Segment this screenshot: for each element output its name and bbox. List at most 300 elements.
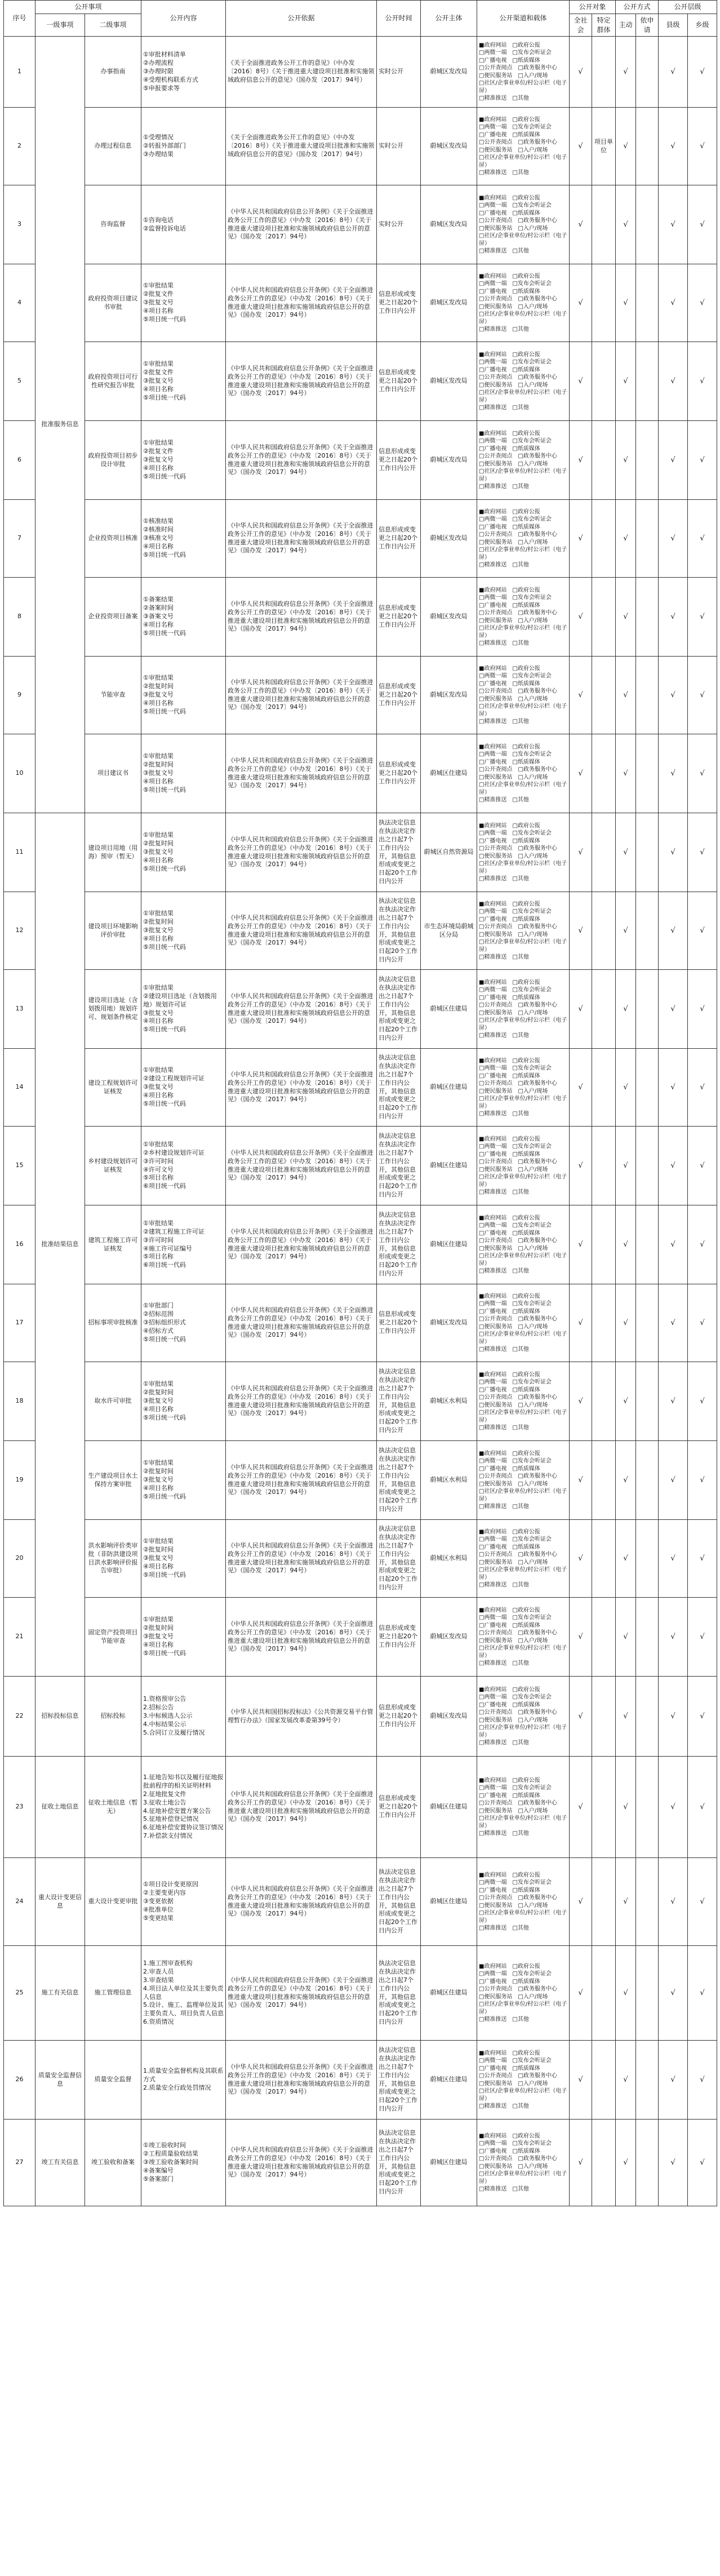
cell-channel: ■政府网站 □政府公报 □两微一端 □发布会听证会 □广播电视 □纸质媒体 □公开查阅点 □政务服务中心 □便民服务站 □入户/现场 □社区/企事业单位/村公示栏（电子屏） □精准推送 □其他 xyxy=(477,1757,570,1858)
cell-seq: 17 xyxy=(4,1284,35,1362)
cell-level-township: √ xyxy=(688,1520,717,1598)
cell-seq: 7 xyxy=(4,500,35,578)
cell-level-township: √ xyxy=(688,1858,717,1946)
cell-time: 执法决定信息在执法决定作出之日起7个工作日内公开，其他信息形成或变更之日起20个工作日内公开 xyxy=(377,2120,421,2206)
header-seq: 序号 xyxy=(4,1,35,37)
cell-level-county: √ xyxy=(659,1598,688,1677)
cell-level2: 洪水影响评价类审批（非防洪建设项目洪水影响评价报告审批） xyxy=(85,1520,141,1598)
cell-level-township: √ xyxy=(688,185,717,264)
cell-subject: 蔚城区住建局 xyxy=(421,2120,477,2206)
cell-basis: 《中华人民共和国政府信息公开条例》《关于全面推进政务公开工作的意见》（中办发〔2016〕8号）《关于推进重大建设项目批准和实施领域政府信息公开的意见》（国办发〔2017〕94号） xyxy=(226,578,377,657)
cell-subject: 蔚城区发改局 xyxy=(421,1284,477,1362)
cell-target-specific xyxy=(592,578,616,657)
cell-level-township: √ xyxy=(688,1362,717,1441)
cell-level2: 项目建议书 xyxy=(85,734,141,813)
cell-seq: 1 xyxy=(4,37,35,108)
cell-channel: ■政府网站 □政府公报 □两微一端 □发布会听证会 □广播电视 □纸质媒体 □公开查阅点 □政务服务中心 □便民服务站 □入户/现场 □社区/企事业单位/村公示栏（电子屏） □精准推送 □其他 xyxy=(477,1946,570,2041)
cell-level2: 乡村建设规划许可证核发 xyxy=(85,1127,141,1205)
cell-target-specific xyxy=(592,1946,616,2041)
cell-subject: 蔚城区发改局 xyxy=(421,421,477,500)
cell-level-township: √ xyxy=(688,1946,717,2041)
cell-target-all: √ xyxy=(570,1441,592,1520)
table-row xyxy=(4,264,717,342)
cell-method-request xyxy=(636,1677,659,1757)
cell-basis: 《中华人民共和国政府信息公开条例》《关于全面推进政务公开工作的意见》（中办发〔2016〕8号）《关于推进重大建设项目批准和实施领域政府信息公开的意见》（国办发〔2017〕94号） xyxy=(226,1049,377,1127)
cell-content: ①审批结果 ②批复文件 ③批复文号 ④项目名称 ⑤项目统一代码 xyxy=(141,421,226,500)
cell-seq: 21 xyxy=(4,1598,35,1677)
cell-level-township: √ xyxy=(688,1284,717,1362)
cell-method-request xyxy=(636,2041,659,2120)
header-method-request: 依申请 xyxy=(636,14,659,37)
cell-subject: 蔚城区住建局 xyxy=(421,1757,477,1858)
cell-target-specific xyxy=(592,342,616,421)
cell-basis: 《关于全面推进政务公开工作的意见》（中办发〔2016〕8号）《关于推进重大建设项目批准和实施领域政府信息公开的意见》（国办发〔2017〕94号） xyxy=(226,37,377,108)
cell-level2: 建设项目环境影响评价审批 xyxy=(85,892,141,970)
cell-channel: ■政府网站 □政府公报 □两微一端 □发布会听证会 □广播电视 □纸质媒体 □公开查阅点 □政务服务中心 □便民服务站 □入户/现场 □社区/企事业单位/村公示栏（电子屏） □精准推送 □其他 xyxy=(477,1049,570,1127)
cell-subject: 蔚城区发改局 xyxy=(421,500,477,578)
cell-target-specific xyxy=(592,892,616,970)
cell-method-active: √ xyxy=(616,2120,636,2206)
cell-seq: 12 xyxy=(4,892,35,970)
cell-channel: ■政府网站 □政府公报 □两微一端 □发布会听证会 □广播电视 □纸质媒体 □公开查阅点 □政务服务中心 □便民服务站 □入户/现场 □社区/企事业单位/村公示栏（电子屏） □精准推送 □其他 xyxy=(477,2041,570,2120)
cell-method-active: √ xyxy=(616,1127,636,1205)
cell-time: 信息形成或变更之日起20个工作日内公开 xyxy=(377,342,421,421)
cell-subject: 蔚城区发改局 xyxy=(421,264,477,342)
cell-method-request xyxy=(636,813,659,892)
cell-basis: 《中华人民共和国政府信息公开条例》《关于全面推进政务公开工作的意见》（中办发〔2016〕8号）《关于推进重大建设项目批准和实施领域政府信息公开的意见》（国办发〔2017〕94号） xyxy=(226,1946,377,2041)
cell-basis: 《中华人民共和国政府信息公开条例》《关于全面推进政务公开工作的意见》（中办发〔2016〕8号）《关于推进重大建设项目批准和实施领域政府信息公开的意见》（国办发〔2017〕94号） xyxy=(226,970,377,1049)
cell-subject: 蔚城区水利局 xyxy=(421,1520,477,1598)
cell-subject: 蔚城区住建局 xyxy=(421,970,477,1049)
table-row xyxy=(4,342,717,421)
cell-content: ①项目设计变更原因 ②主要变更内容 ③变更依据 ④批准单位 ⑤变更结果 xyxy=(141,1858,226,1946)
cell-method-active: √ xyxy=(616,421,636,500)
table-row xyxy=(4,1757,717,1858)
cell-level-township: √ xyxy=(688,1677,717,1757)
cell-method-active: √ xyxy=(616,892,636,970)
cell-basis: 《关于全面推进政务公开工作的意见》（中办发〔2016〕8号）《关于推进重大建设项目批准和实施领域政府信息公开的意见》（国办发〔2017〕94号） xyxy=(226,108,377,185)
table-row xyxy=(4,1049,717,1127)
cell-subject: 蔚城区住建局 xyxy=(421,1049,477,1127)
cell-level-township: √ xyxy=(688,970,717,1049)
cell-seq: 16 xyxy=(4,1205,35,1284)
cell-method-active: √ xyxy=(616,1858,636,1946)
cell-method-request xyxy=(636,37,659,108)
cell-seq: 9 xyxy=(4,657,35,734)
cell-content: ①竣工验收时间 ②工程质量验收结果 ③竣工验收备案时间 ④备案编号 ⑤备案部门 xyxy=(141,2120,226,2206)
cell-channel: ■政府网站 □政府公报 □两微一端 □发布会听证会 □广播电视 □纸质媒体 □公开查阅点 □政务服务中心 □便民服务站 □入户/现场 □社区/企事业单位/村公示栏（电子屏） □精准推送 □其他 xyxy=(477,1858,570,1946)
cell-channel: ■政府网站 □政府公报 □两微一端 □发布会听证会 □广播电视 □纸质媒体 □公开查阅点 □政务服务中心 □便民服务站 □入户/现场 □社区/企事业单位/村公示栏（电子屏） □精准推送 □其他 xyxy=(477,264,570,342)
cell-target-specific xyxy=(592,1441,616,1520)
cell-level-county: √ xyxy=(659,37,688,108)
cell-basis: 《中华人民共和国招标投标法》《公共资源交易平台管理暂行办法》（国家发展改革委第39号令） xyxy=(226,1677,377,1757)
table-row xyxy=(4,970,717,1049)
cell-method-request xyxy=(636,1049,659,1127)
cell-method-request xyxy=(636,185,659,264)
cell-level-township: √ xyxy=(688,108,717,185)
cell-time: 信息形成或变更之日起20个工作日内公开 xyxy=(377,657,421,734)
cell-subject: 蔚城区发改局 xyxy=(421,185,477,264)
cell-subject: 蔚城区发改局 xyxy=(421,108,477,185)
cell-seq: 26 xyxy=(4,2041,35,2120)
cell-level2: 生产建设项目水土保持方案审批 xyxy=(85,1441,141,1520)
table-row xyxy=(4,734,717,813)
table-row xyxy=(4,1858,717,1946)
cell-time: 实时公开 xyxy=(377,108,421,185)
cell-basis: 《中华人民共和国政府信息公开条例》《关于全面推进政务公开工作的意见》（中办发〔2016〕8号）《关于推进重大建设项目批准和实施领域政府信息公开的意见》（国办发〔2017〕94号） xyxy=(226,2041,377,2120)
cell-target-specific xyxy=(592,1858,616,1946)
header-method-active: 主动 xyxy=(616,14,636,37)
cell-content: ①审批结果 ②批复文件 ③批复文号 ④项目名称 ⑤项目统一代码 xyxy=(141,264,226,342)
cell-seq: 24 xyxy=(4,1858,35,1946)
cell-method-active: √ xyxy=(616,37,636,108)
cell-method-request xyxy=(636,1520,659,1598)
cell-level2: 建筑工程施工许可证核发 xyxy=(85,1205,141,1284)
cell-method-request xyxy=(636,1284,659,1362)
cell-subject: 蔚城区住建局 xyxy=(421,1946,477,2041)
cell-level2: 办事指南 xyxy=(85,37,141,108)
cell-method-request xyxy=(636,578,659,657)
cell-target-specific xyxy=(592,1127,616,1205)
cell-target-specific xyxy=(592,1520,616,1598)
cell-time: 执法决定信息在执法决定作出之日起7个工作日内公开，其他信息形成或变更之日起20个工作日内公开 xyxy=(377,1205,421,1284)
cell-target-specific xyxy=(592,264,616,342)
cell-level1: 竣工有关信息 xyxy=(35,2120,85,2206)
cell-method-active: √ xyxy=(616,813,636,892)
cell-basis: 《中华人民共和国政府信息公开条例》《关于全面推进政务公开工作的意见》（中办发〔2016〕8号）《关于推进重大建设项目批准和实施领域政府信息公开的意见》（国办发〔2017〕94号） xyxy=(226,500,377,578)
cell-target-all: √ xyxy=(570,1598,592,1677)
cell-level-township: √ xyxy=(688,1049,717,1127)
cell-level2: 施工管理信息 xyxy=(85,1946,141,2041)
cell-method-active: √ xyxy=(616,1598,636,1677)
cell-basis: 《中华人民共和国政府信息公开条例》《关于全面推进政务公开工作的意见》（中办发〔2016〕8号）《关于推进重大建设项目批准和实施领域政府信息公开的意见》（国办发〔2017〕94号） xyxy=(226,1598,377,1677)
cell-subject: 蔚城区住建局 xyxy=(421,734,477,813)
cell-method-request xyxy=(636,1757,659,1858)
cell-level-county: √ xyxy=(659,2041,688,2120)
cell-content: ①核准结果 ②核准时间 ③核准文号 ④项目名称 ⑤项目统一代码 xyxy=(141,500,226,578)
cell-level-county: √ xyxy=(659,813,688,892)
table-row xyxy=(4,1520,717,1598)
header-target-specific: 特定群体 xyxy=(592,14,616,37)
cell-method-active: √ xyxy=(616,108,636,185)
cell-level-township: √ xyxy=(688,813,717,892)
cell-target-specific: 项目单位 xyxy=(592,108,616,185)
cell-method-active: √ xyxy=(616,1520,636,1598)
cell-level1: 质量安全监督信息 xyxy=(35,2041,85,2120)
cell-seq: 27 xyxy=(4,2120,35,2206)
cell-channel: ■政府网站 □政府公报 □两微一端 □发布会听证会 □广播电视 □纸质媒体 □公开查阅点 □政务服务中心 □便民服务站 □入户/现场 □社区/企事业单位/村公示栏（电子屏） □精准推送 □其他 xyxy=(477,1598,570,1677)
cell-content: ①审批结果 ②批复时间 ③批复文号 ④项目名称 ⑤项目统一代码 xyxy=(141,1362,226,1441)
table-row xyxy=(4,1677,717,1757)
cell-content: ①审批结果 ②批复时间 ③批复文号 ④项目名称 ⑤项目统一代码 xyxy=(141,1520,226,1598)
table-row xyxy=(4,1441,717,1520)
cell-level2: 政府投资项目初步设计审批 xyxy=(85,421,141,500)
cell-method-active: √ xyxy=(616,342,636,421)
cell-level-county: √ xyxy=(659,1362,688,1441)
cell-target-specific xyxy=(592,1049,616,1127)
cell-level-county: √ xyxy=(659,2120,688,2206)
cell-time: 实时公开 xyxy=(377,37,421,108)
cell-content: ①审批结果 ②批复时间 ③批复文号 ④项目名称 ⑤项目统一代码 xyxy=(141,892,226,970)
cell-level-county: √ xyxy=(659,970,688,1049)
cell-basis: 《中华人民共和国政府信息公开条例》《关于全面推进政务公开工作的意见》（中办发〔2016〕8号）《关于推进重大建设项目批准和实施领域政府信息公开的意见》（国办发〔2017〕94号） xyxy=(226,1127,377,1205)
cell-level-county: √ xyxy=(659,342,688,421)
cell-target-all: √ xyxy=(570,1362,592,1441)
cell-level-township: √ xyxy=(688,264,717,342)
cell-level-county: √ xyxy=(659,421,688,500)
cell-target-all: √ xyxy=(570,500,592,578)
cell-time: 执法决定信息在执法决定作出之日起7个工作日内公开，其他信息形成或变更之日起20个工作日内公开 xyxy=(377,2041,421,2120)
cell-basis: 《中华人民共和国政府信息公开条例》《关于全面推进政务公开工作的意见》（中办发〔2016〕8号）《关于推进重大建设项目批准和实施领域政府信息公开的意见》（国办发〔2017〕94号） xyxy=(226,342,377,421)
cell-method-active: √ xyxy=(616,264,636,342)
table-row xyxy=(4,185,717,264)
cell-method-request xyxy=(636,342,659,421)
cell-content: 1.征地告知书以及履行征地报批前程序的相关证明材料 2.征地批复文件 3.征收土地公告 4.征地补偿安置方案公告 5.征地补偿登记情况 6.征地补偿安置协议签订情况 7.补偿款支付情况 xyxy=(141,1757,226,1858)
cell-time: 执法决定信息在执法决定作出之日起7个工作日内公开，其他信息形成或变更之日起20个工作日内公开 xyxy=(377,1127,421,1205)
header-target: 公开对象 xyxy=(570,1,616,14)
cell-method-request xyxy=(636,1362,659,1441)
cell-level-county: √ xyxy=(659,1049,688,1127)
cell-level2: 征收土地信息（暂无） xyxy=(85,1757,141,1858)
cell-content: ①审批结果 ②批复时间 ③批复文号 ④项目名称 ⑤项目统一代码 xyxy=(141,657,226,734)
cell-seq: 4 xyxy=(4,264,35,342)
cell-level-township: √ xyxy=(688,37,717,108)
header-level-township: 乡级 xyxy=(688,14,717,37)
cell-level1: 重大设计变更信息 xyxy=(35,1858,85,1946)
table-row xyxy=(4,500,717,578)
cell-target-specific xyxy=(592,1757,616,1858)
cell-channel: ■政府网站 □政府公报 □两微一端 □发布会听证会 □广播电视 □纸质媒体 □公开查阅点 □政务服务中心 □便民服务站 □入户/现场 □社区/企事业单位/村公示栏（电子屏） □精准推送 □其他 xyxy=(477,734,570,813)
cell-subject: 蔚城区住建局 xyxy=(421,1205,477,1284)
cell-level1: 招标投标信息 xyxy=(35,1677,85,1757)
cell-content: ①备案结果 ②备案时间 ③备案文号 ④项目名称 ⑤项目统一代码 xyxy=(141,578,226,657)
cell-level-county: √ xyxy=(659,185,688,264)
cell-time: 信息形成或变更之日起20个工作日内公开 xyxy=(377,734,421,813)
cell-target-all: √ xyxy=(570,37,592,108)
cell-time: 信息形成或变更之日起20个工作日内公开 xyxy=(377,578,421,657)
cell-seq: 19 xyxy=(4,1441,35,1520)
cell-level2: 招标投标 xyxy=(85,1677,141,1757)
cell-subject: 蔚城区住建局 xyxy=(421,1127,477,1205)
cell-target-all: √ xyxy=(570,1049,592,1127)
cell-basis: 《中华人民共和国政府信息公开条例》《关于全面推进政务公开工作的意见》（中办发〔2016〕8号）《关于推进重大建设项目批准和实施领域政府信息公开的意见》（国办发〔2017〕94号） xyxy=(226,1284,377,1362)
cell-basis: 《中华人民共和国政府信息公开条例》《关于全面推进政务公开工作的意见》（中办发〔2016〕8号）《关于推进重大建设项目批准和实施领域政府信息公开的意见》（国办发〔2017〕94号） xyxy=(226,1205,377,1284)
cell-level-county: √ xyxy=(659,734,688,813)
cell-channel: ■政府网站 □政府公报 □两微一端 □发布会听证会 □广播电视 □纸质媒体 □公开查阅点 □政务服务中心 □便民服务站 □入户/现场 □社区/企事业单位/村公示栏（电子屏） □精准推送 □其他 xyxy=(477,1205,570,1284)
header-level2: 二级事项 xyxy=(85,14,141,37)
cell-method-active: √ xyxy=(616,185,636,264)
cell-basis: 《中华人民共和国政府信息公开条例》《关于全面推进政务公开工作的意见》（中办发〔2016〕8号）《关于推进重大建设项目批准和实施领域政府信息公开的意见》（国办发〔2017〕94号） xyxy=(226,734,377,813)
cell-method-active: √ xyxy=(616,1946,636,2041)
table-row xyxy=(4,1127,717,1205)
cell-subject: 市生态环境局蔚城区分局 xyxy=(421,892,477,970)
cell-channel: ■政府网站 □政府公报 □两微一端 □发布会听证会 □广播电视 □纸质媒体 □公开查阅点 □政务服务中心 □便民服务站 □入户/现场 □社区/企事业单位/村公示栏（电子屏） □精准推送 □其他 xyxy=(477,1284,570,1362)
cell-time: 执法决定信息在执法决定作出之日起7个工作日内公开，其他信息形成或变更之日起20个工作日内公开 xyxy=(377,1520,421,1598)
cell-level-township: √ xyxy=(688,2041,717,2120)
header-channel: 公开渠道和载体 xyxy=(477,1,570,37)
cell-level-township: √ xyxy=(688,1598,717,1677)
cell-method-active: √ xyxy=(616,1441,636,1520)
cell-target-all: √ xyxy=(570,342,592,421)
table-row xyxy=(4,813,717,892)
cell-time: 执法决定信息在执法决定作出之日起7个工作日内公开，其他信息形成或变更之日起20个工作日内公开 xyxy=(377,1049,421,1127)
cell-channel: ■政府网站 □政府公报 □两微一端 □发布会听证会 □广播电视 □纸质媒体 □公开查阅点 □政务服务中心 □便民服务站 □入户/现场 □社区/企事业单位/村公示栏（电子屏） □精准推送 □其他 xyxy=(477,657,570,734)
cell-level2: 政府投资项目建议书审批 xyxy=(85,264,141,342)
cell-basis: 《中华人民共和国政府信息公开条例》《关于全面推进政务公开工作的意见》（中办发〔2016〕8号）《关于推进重大建设项目批准和实施领域政府信息公开的意见》（国办发〔2017〕94号） xyxy=(226,892,377,970)
header-level1: 一级事项 xyxy=(35,14,85,37)
header-matter: 公开事项 xyxy=(35,1,141,14)
cell-time: 信息形成或变更之日起20个工作日内公开 xyxy=(377,1757,421,1858)
cell-time: 信息形成或变更之日起20个工作日内公开 xyxy=(377,500,421,578)
cell-seq: 22 xyxy=(4,1677,35,1757)
cell-time: 执法决定信息在执法决定作出之日起7个工作日内公开，其他信息形成或变更之日起20个工作日内公开 xyxy=(377,1441,421,1520)
cell-level2: 办理过程信息 xyxy=(85,108,141,185)
cell-channel: ■政府网站 □政府公报 □两微一端 □发布会听证会 □广播电视 □纸质媒体 □公开查阅点 □政务服务中心 □便民服务站 □入户/现场 □社区/企事业单位/村公示栏（电子屏） □精准推送 □其他 xyxy=(477,1677,570,1757)
cell-target-all: √ xyxy=(570,2120,592,2206)
cell-level-township: √ xyxy=(688,657,717,734)
cell-method-request xyxy=(636,108,659,185)
cell-target-all: √ xyxy=(570,970,592,1049)
table-row xyxy=(4,578,717,657)
cell-subject: 蔚城区自然资源局 xyxy=(421,813,477,892)
cell-method-request xyxy=(636,657,659,734)
cell-channel: ■政府网站 □政府公报 □两微一端 □发布会听证会 □广播电视 □纸质媒体 □公开查阅点 □政务服务中心 □便民服务站 □入户/现场 □社区/企事业单位/村公示栏（电子屏） □精准推送 □其他 xyxy=(477,1362,570,1441)
header-subject: 公开主体 xyxy=(421,1,477,37)
cell-target-specific xyxy=(592,1677,616,1757)
cell-target-all: √ xyxy=(570,1520,592,1598)
cell-level-county: √ xyxy=(659,657,688,734)
cell-subject: 蔚城区水利局 xyxy=(421,1441,477,1520)
cell-content: 1.资格预审公告 2.招标公告 3.中标候选人公示 4.中标结果公示 5.合同订立及履行情况 xyxy=(141,1677,226,1757)
table-row xyxy=(4,108,717,185)
cell-seq: 8 xyxy=(4,578,35,657)
table-row xyxy=(4,892,717,970)
cell-content: ①审批结果 ②批复时间 ③批复文号 ④项目名称 ⑤项目统一代码 xyxy=(141,1441,226,1520)
disclosure-table xyxy=(3,0,717,2206)
cell-level1: 批准结果信息 xyxy=(35,813,85,1677)
cell-content: ①审批材料清单 ②办理流程 ③办理时限 ④受理机构联系方式 ⑤申报要求等 xyxy=(141,37,226,108)
cell-target-all: √ xyxy=(570,108,592,185)
cell-level2: 建设项目选址（含划拨用地）规划许可、规划条件核定 xyxy=(85,970,141,1049)
cell-content: ①审批结果 ②批复时间 ③批复文号 ④项目名称 ⑤项目统一代码 xyxy=(141,813,226,892)
cell-content: 1.施工图审查机构 2.审查人员 3.审查结果 4.项目法人单位及其主要负责人信息 5.设计、施工、监理单位及其主要负责人、项目负责人信息 6.资质情况 xyxy=(141,1946,226,2041)
cell-target-specific xyxy=(592,421,616,500)
cell-method-active: √ xyxy=(616,1049,636,1127)
cell-subject: 蔚城区发改局 xyxy=(421,578,477,657)
cell-channel: ■政府网站 □政府公报 □两微一端 □发布会听证会 □广播电视 □纸质媒体 □公开查阅点 □政务服务中心 □便民服务站 □入户/现场 □社区/企事业单位/村公示栏（电子屏） □精准推送 □其他 xyxy=(477,2120,570,2206)
cell-target-all: √ xyxy=(570,1677,592,1757)
cell-method-active: √ xyxy=(616,1757,636,1858)
cell-level-county: √ xyxy=(659,108,688,185)
cell-subject: 蔚城区发改局 xyxy=(421,1598,477,1677)
cell-level2: 建设项目用地（用海）预审（暂无） xyxy=(85,813,141,892)
header-time: 公开时间 xyxy=(377,1,421,37)
cell-time: 信息形成或变更之日起20个工作日内公开 xyxy=(377,1284,421,1362)
header-target-all: 全社会 xyxy=(570,14,592,37)
cell-time: 执法决定信息在执法决定作出之日起7个工作日内公开，其他信息形成或变更之日起20个工作日内公开 xyxy=(377,970,421,1049)
cell-channel: ■政府网站 □政府公报 □两微一端 □发布会听证会 □广播电视 □纸质媒体 □公开查阅点 □政务服务中心 □便民服务站 □入户/现场 □社区/企事业单位/村公示栏（电子屏） □精准推送 □其他 xyxy=(477,421,570,500)
cell-method-active: √ xyxy=(616,2041,636,2120)
cell-method-request xyxy=(636,1127,659,1205)
cell-method-request xyxy=(636,2120,659,2206)
cell-content: ①咨询电话 ②监督投诉电话 xyxy=(141,185,226,264)
cell-target-all: √ xyxy=(570,1946,592,2041)
cell-basis: 《中华人民共和国政府信息公开条例》《关于全面推进政务公开工作的意见》（中办发〔2016〕8号）《关于推进重大建设项目批准和实施领域政府信息公开的意见》（国办发〔2017〕94号） xyxy=(226,1441,377,1520)
cell-target-specific xyxy=(592,813,616,892)
cell-target-all: √ xyxy=(570,2041,592,2120)
cell-basis: 《中华人民共和国政府信息公开条例》《关于全面推进政务公开工作的意见》（中办发〔2016〕8号）《关于推进重大建设项目批准和实施领域政府信息公开的意见》（国办发〔2017〕94号） xyxy=(226,1362,377,1441)
cell-content: ①审批结果 ②乡村建设规划许可证 ③许可时间 ④许可文号 ⑤项目名称 ⑥项目统一代码 xyxy=(141,1127,226,1205)
cell-method-request xyxy=(636,1858,659,1946)
cell-level2: 重大设计变更审批 xyxy=(85,1858,141,1946)
cell-channel: ■政府网站 □政府公报 □两微一端 □发布会听证会 □广播电视 □纸质媒体 □公开查阅点 □政务服务中心 □便民服务站 □入户/现场 □社区/企事业单位/村公示栏（电子屏） □精准推送 □其他 xyxy=(477,813,570,892)
cell-level-county: √ xyxy=(659,500,688,578)
cell-level2: 质量安全监督 xyxy=(85,2041,141,2120)
cell-seq: 13 xyxy=(4,970,35,1049)
header-basis: 公开依据 xyxy=(226,1,377,37)
cell-target-all: √ xyxy=(570,657,592,734)
cell-method-request xyxy=(636,1205,659,1284)
cell-level-township: √ xyxy=(688,578,717,657)
cell-channel: ■政府网站 □政府公报 □两微一端 □发布会听证会 □广播电视 □纸质媒体 □公开查阅点 □政务服务中心 □便民服务站 □入户/现场 □社区/企事业单位/村公示栏（电子屏） □精准推送 □其他 xyxy=(477,342,570,421)
cell-method-request xyxy=(636,421,659,500)
cell-level2: 节能审查 xyxy=(85,657,141,734)
cell-basis: 《中华人民共和国政府信息公开条例》《关于全面推进政务公开工作的意见》（中办发〔2016〕8号）《关于推进重大建设项目批准和实施领域政府信息公开的意见》（国办发〔2017〕94号） xyxy=(226,421,377,500)
cell-target-all: √ xyxy=(570,734,592,813)
cell-level2: 招标事项审批核准 xyxy=(85,1284,141,1362)
cell-channel: ■政府网站 □政府公报 □两微一端 □发布会听证会 □广播电视 □纸质媒体 □公开查阅点 □政务服务中心 □便民服务站 □入户/现场 □社区/企事业单位/村公示栏（电子屏） □精准推送 □其他 xyxy=(477,1441,570,1520)
cell-method-active: √ xyxy=(616,578,636,657)
cell-time: 信息形成或变更之日起20个工作日内公开 xyxy=(377,264,421,342)
cell-channel: ■政府网站 □政府公报 □两微一端 □发布会听证会 □广播电视 □纸质媒体 □公开查阅点 □政务服务中心 □便民服务站 □入户/现场 □社区/企事业单位/村公示栏（电子屏） □精准推送 □其他 xyxy=(477,185,570,264)
table-row xyxy=(4,1284,717,1362)
cell-target-specific xyxy=(592,185,616,264)
cell-method-active: √ xyxy=(616,1284,636,1362)
cell-target-all: √ xyxy=(570,1205,592,1284)
header-method: 公开方式 xyxy=(616,1,659,14)
cell-basis: 《中华人民共和国政府信息公开条例》《关于全面推进政务公开工作的意见》（中办发〔2016〕8号）《关于推进重大建设项目批准和实施领域政府信息公开的意见》（国办发〔2017〕94号） xyxy=(226,185,377,264)
cell-level2: 企业投资项目核准 xyxy=(85,500,141,578)
cell-seq: 5 xyxy=(4,342,35,421)
cell-subject: 蔚城区发改局 xyxy=(421,37,477,108)
cell-channel: ■政府网站 □政府公报 □两微一端 □发布会听证会 □广播电视 □纸质媒体 □公开查阅点 □政务服务中心 □便民服务站 □入户/现场 □社区/企事业单位/村公示栏（电子屏） □精准推送 □其他 xyxy=(477,1520,570,1598)
cell-method-request xyxy=(636,892,659,970)
cell-level-county: √ xyxy=(659,1205,688,1284)
header-content: 公开内容 xyxy=(141,1,226,37)
table-row xyxy=(4,1362,717,1441)
cell-target-all: √ xyxy=(570,421,592,500)
table-row xyxy=(4,1205,717,1284)
cell-target-specific xyxy=(592,970,616,1049)
cell-level-township: √ xyxy=(688,734,717,813)
cell-level-township: √ xyxy=(688,892,717,970)
cell-level-county: √ xyxy=(659,1520,688,1598)
cell-level-county: √ xyxy=(659,892,688,970)
table-row xyxy=(4,1946,717,2041)
cell-channel: ■政府网站 □政府公报 □两微一端 □发布会听证会 □广播电视 □纸质媒体 □公开查阅点 □政务服务中心 □便民服务站 □入户/现场 □社区/企事业单位/村公示栏（电子屏） □精准推送 □其他 xyxy=(477,892,570,970)
cell-seq: 14 xyxy=(4,1049,35,1127)
cell-target-all: √ xyxy=(570,1858,592,1946)
cell-level-county: √ xyxy=(659,264,688,342)
cell-basis: 《中华人民共和国政府信息公开条例》《关于全面推进政务公开工作的意见》（中办发〔2016〕8号）《关于推进重大建设项目批准和实施领域政府信息公开的意见》（国办发〔2017〕94号） xyxy=(226,813,377,892)
cell-subject: 蔚城区住建局 xyxy=(421,1858,477,1946)
cell-level2: 取水许可审批 xyxy=(85,1362,141,1441)
cell-method-request xyxy=(636,1441,659,1520)
cell-subject: 蔚城区住建局 xyxy=(421,2041,477,2120)
cell-content: ①审批结果 ②建筑工程施工许可证 ③许可时间 ④施工许可证编号 ⑤项目名称 ⑥项目统一代码 xyxy=(141,1205,226,1284)
cell-level1: 施工有关信息 xyxy=(35,1946,85,2041)
cell-channel: ■政府网站 □政府公报 □两微一端 □发布会听证会 □广播电视 □纸质媒体 □公开查阅点 □政务服务中心 □便民服务站 □入户/现场 □社区/企事业单位/村公示栏（电子屏） □精准推送 □其他 xyxy=(477,37,570,108)
